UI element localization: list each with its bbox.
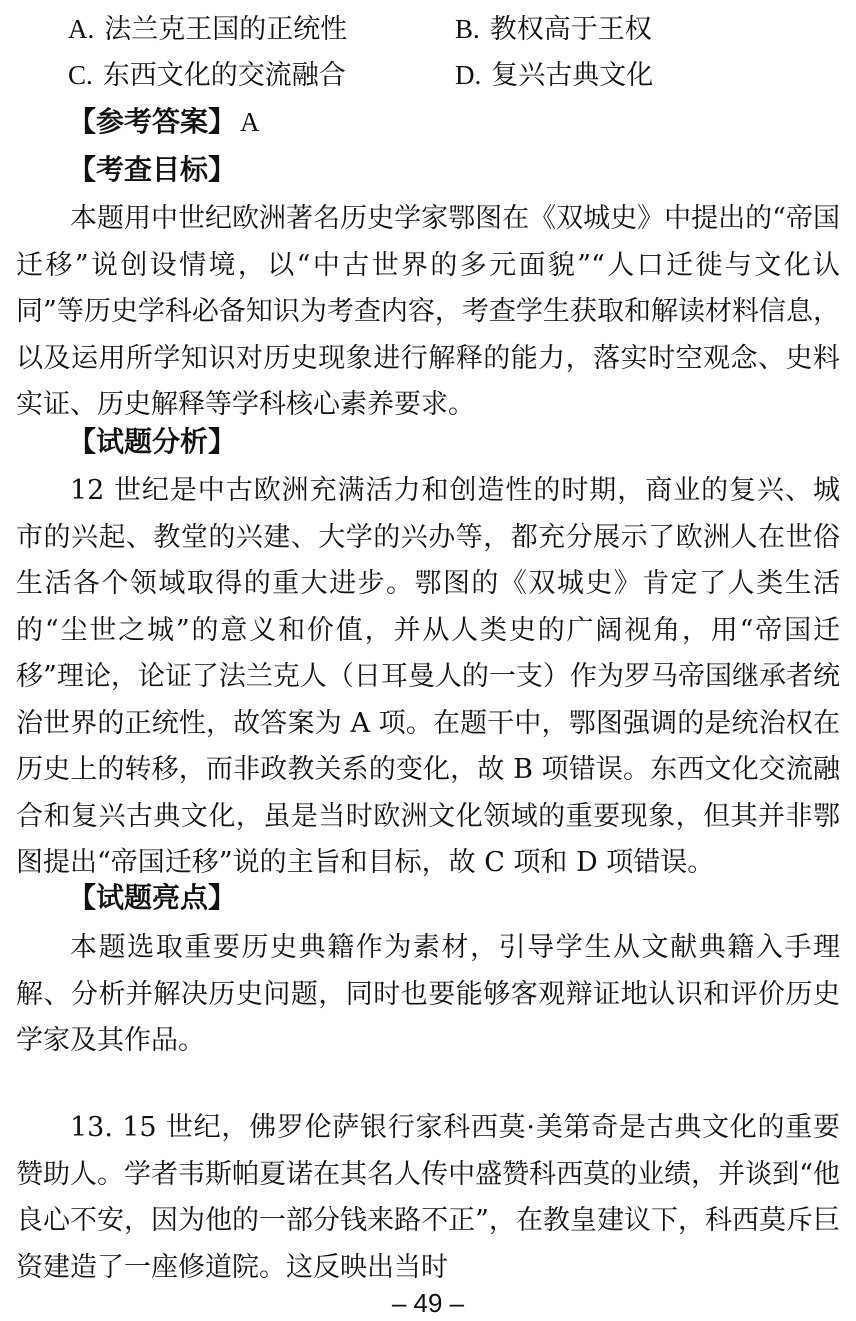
- page-number: – 49 –: [391, 1288, 465, 1318]
- option-c-letter: C.: [68, 60, 93, 90]
- objective-heading: 【考查目标】: [68, 153, 237, 186]
- analysis-paragraph: 12 世纪是中古欧洲充满活力和创造性的时期，商业的复兴、城市的兴起、教堂的兴建、大学的兴办等，都充分展示了欧洲人在世俗生活各个领域取得的重大进步。鄂图的《双城史》肯定了人类生活的“尘世之城”的意义和价值，并从人类史的广阔视角，用“帝国迁移”理论，论证了法兰克人（日耳曼人的一支）作为罗马帝国继承者统治世界的正统性，故答案为 A 项。在题干中，鄂图强调的是统治权在历史上的转移，而非政教关系的变化，故 B 项错误。东西文化交流融合和复兴古典文化，虽是当时欧洲文化领域的重要现象，但其并非鄂图提出“帝国迁移”说的主旨和目标，故 C 项和 D 项错误。: [16, 475, 840, 878]
- option-c-text: 东西文化的交流融合: [102, 60, 346, 91]
- option-b: [455, 12, 652, 47]
- option-a-letter: A.: [68, 14, 95, 44]
- option-d-letter: D.: [455, 60, 482, 90]
- option-b-text: 教权高于王权: [489, 14, 652, 45]
- option-c: [68, 58, 346, 93]
- objective-paragraph: 本题用中世纪欧洲著名历史学家鄂图在《双城史》中提出的“帝国迁移”说创设情境，以“中古世界的多元面貌”“人口迁徙与文化认同”等历史学科必备知识为考查内容，考查学生获取和解读材料信息，以及运用所学知识对历史现象进行解释的能力，落实时空观念、史料实证、历史解释等学科核心素养要求。: [16, 203, 840, 420]
- option-a: [68, 12, 347, 47]
- analysis-heading: 【试题分析】: [68, 425, 237, 458]
- question-13-paragraph: 13. 15 世纪，佛罗伦萨银行家科西莫·美第奇是古典文化的重要赞助人。学者韦斯帕夏诺在其名人传中盛赞科西莫的业绩，并谈到“他良心不安，因为他的一部分钱来路不正”，在教皇建议下，科西莫斥巨资建造了一座修道院。这反映出当时: [16, 1112, 840, 1283]
- option-d: [455, 58, 653, 93]
- option-a-text: 法兰克王国的正统性: [104, 14, 348, 45]
- option-d-text: 复兴古典文化: [491, 60, 654, 91]
- highlight-heading: 【试题亮点】: [68, 881, 237, 914]
- highlight-paragraph: 本题选取重要历史典籍作为素材，引导学生从文献典籍入手理解、分析并解决历史问题，同时也要能够客观辩证地认识和评价历史学家及其作品。: [16, 932, 840, 1056]
- answer-label: 【参考答案】: [68, 105, 237, 138]
- option-b-letter: B.: [455, 14, 480, 44]
- answer-heading: [68, 104, 260, 140]
- answer-value: A: [240, 107, 260, 137]
